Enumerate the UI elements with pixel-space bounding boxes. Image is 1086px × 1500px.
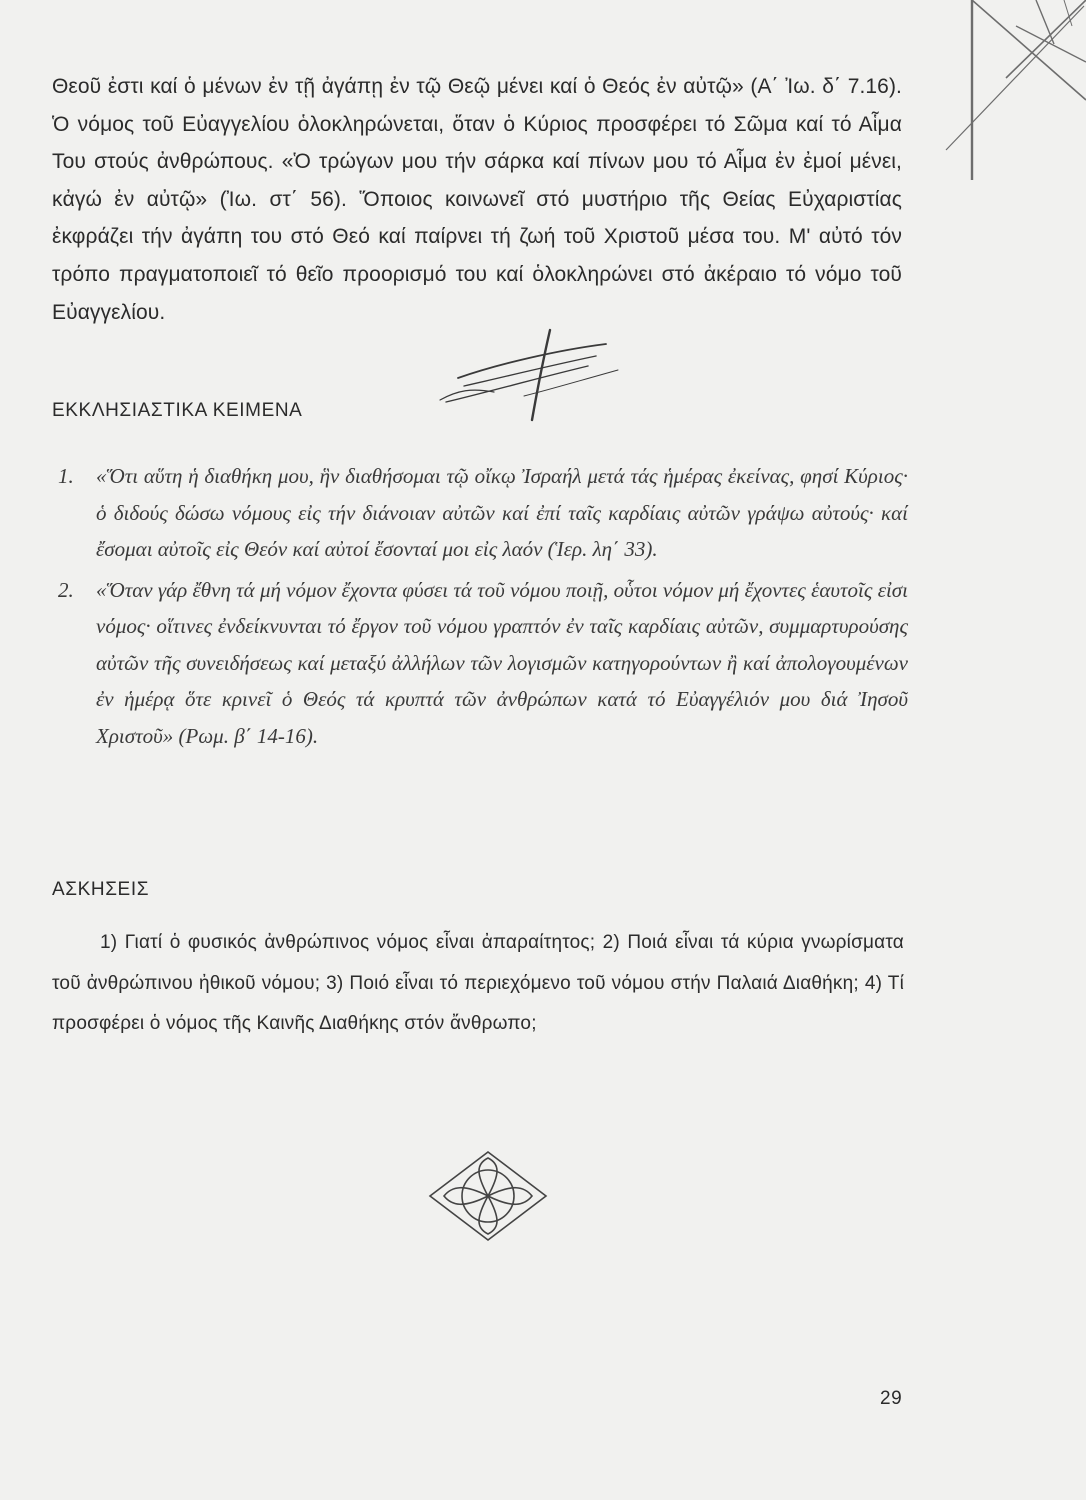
handwritten-signature bbox=[428, 326, 628, 422]
church-texts-heading: ΕΚΚΛΗΣΙΑΣΤΙΚΑ ΚΕΙΜΕΝΑ bbox=[52, 400, 303, 421]
flower-ornament-icon bbox=[424, 1146, 552, 1246]
quote-text: «Ὅταν γάρ ἔθνη τά μή νόμον ἔχοντα φύσει τά τοῦ νόμου ποιῇ, οὗτοι νόμον μή ἔχοντες ἑαυτοῖς εἰσι νόμος· οἵτινες ἐνδείκνυνται τό ἔργον τοῦ νόμου γραπτόν ἐν ταῖς καρδίαις αὐτῶν, συμμαρτυρούσης αὐτῶν τῆς συνειδήσεως καί μεταξύ ἀλλήλων τῶν λογισμῶν κατηγορούντων ἢ καί ἀπολογουμένων ἐν ἡμέρᾳ ὅτε κρινεῖ ὁ Θεός τά κρυπτά τῶν ἀνθρώπων κατά τό Εὐαγγέλιόν μου διά Ἰησοῦ Χριστοῦ» (Ρωμ. β΄ 14-16). bbox=[96, 577, 908, 748]
exercises-text: 1) Γιατί ὁ φυσικός ἀνθρώπινος νόμος εἶναι ἀπαραίτητος; 2) Ποιά εἶναι τά κύρια γνωρίσματα τοῦ ἀνθρώπινου ἠθικοῦ νόμου; 3) Ποιό εἶναι τό περιεχόμενο τοῦ νόμου στήν Παλαιά Διαθήκη; 4) Τί προσφέρει ὁ νόμος τῆς Καινῆς Διαθήκης στόν ἄνθρωπο; bbox=[52, 932, 904, 1034]
page-number: 29 bbox=[880, 1388, 903, 1409]
intro-paragraph: Θεοῦ ἐστι καί ὁ μένων ἐν τῇ ἀγάπῃ ἐν τῷ Θεῷ μένει καί ὁ Θεός ἐν αὐτῷ» (Α΄ Ἰω. δ΄ 7.16). Ὁ νόμος τοῦ Εὐαγγελίου ὁλοκληρώνεται, ὅταν ὁ Κύριος προσφέρει τό Σῶμα καί τό Αἷμα Του στούς ἀνθρώπους. «Ὁ τρώγων μου τήν σάρκα καί πίνων μου τό Αἷμα ἐν ἐμοί μένει, κἀγώ ἐν αὐτῷ» (Ἰω. στ΄ 56). Ὅποιος κοινωνεῖ στό μυστήριο τῆς Θείας Εὐχαριστίας ἐκφράζει τήν ἀγάπη του στό Θεό καί παίρνει τή ζωή τοῦ Χριστοῦ μέσα του. Μ' αὐτό τόν τρόπο πραγματοποιεῖ τό θεῖο προορισμό του καί ὁλοκληρώνει στό ἀκέραιο τό νόμο τοῦ Εὐαγγελίου. bbox=[52, 75, 902, 324]
quote-number: 1. bbox=[58, 464, 74, 488]
exercises-section bbox=[52, 923, 904, 1045]
exercises-heading: ΑΣΚΗΣΕΙΣ bbox=[52, 879, 150, 900]
quote-text: «Ὅτι αὕτη ἡ διαθήκη μου, ἣν διαθήσομαι τῷ οἴκῳ Ἰσραήλ μετά τάς ἡμέρας ἐκείνας, φησί Κύριος· ὁ διδούς δώσω νόμους εἰς τήν διάνοιαν αὐτῶν καί ἐπί ταῖς καρδίαις αὐτῶν γράψω αὐτούς· καί ἔσομαι αὐτοῖς εἰς Θεόν καί αὐτοί ἔσονταί μοι εἰς λαόν (Ἱερ. λη΄ 33). bbox=[96, 464, 908, 561]
intro-section bbox=[52, 68, 902, 331]
corner-pencil-marks bbox=[886, 0, 1086, 180]
quote-item bbox=[58, 458, 908, 568]
church-texts-list bbox=[58, 458, 908, 758]
quote-item bbox=[58, 572, 908, 755]
quote-number: 2. bbox=[58, 577, 74, 602]
